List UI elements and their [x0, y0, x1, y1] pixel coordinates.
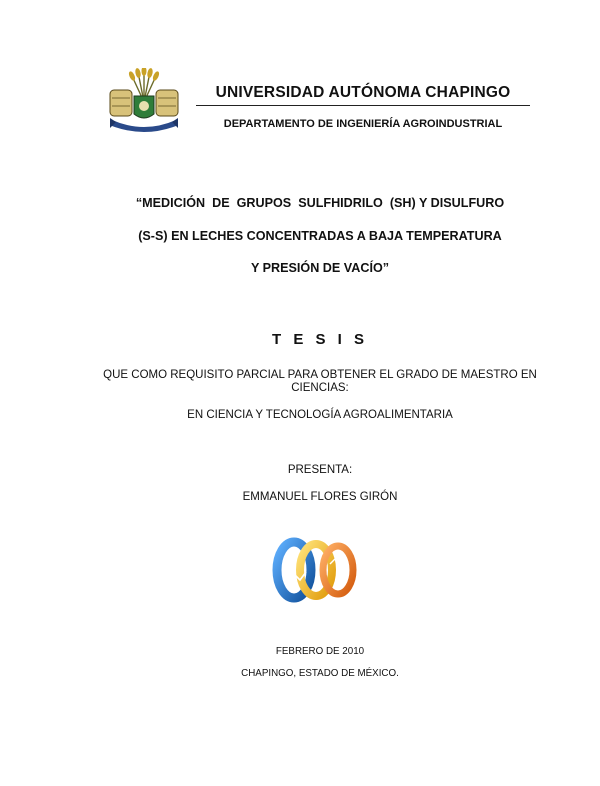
author-name: EMMANUEL FLORES GIRÓN: [242, 491, 398, 503]
thesis-title-line-1: “MEDICIÓN DE GRUPOS SULFHIDRILO (SH) Y DISULFURO: [135, 196, 505, 210]
submission-place: CHAPINGO, ESTADO DE MÉXICO.: [241, 668, 399, 679]
department-name: DEPARTAMENTO DE INGENIERÍA AGROINDUSTRIAL: [223, 118, 503, 130]
university-seal-icon: [106, 68, 182, 134]
submission-date: FEBRERO DE 2010: [275, 646, 365, 657]
presenter-label: PRESENTA:: [287, 464, 353, 476]
degree-requirement: QUE COMO REQUISITO PARCIAL PARA OBTENER EL GRADO DE MAESTRO EN CIENCIAS:: [103, 369, 537, 394]
university-name: UNIVERSIDAD AUTÓNOMA CHAPINGO: [215, 84, 511, 101]
thesis-title-line-3: Y PRESIÓN DE VACÍO”: [250, 261, 390, 275]
header-divider: [196, 105, 530, 106]
degree-field: EN CIENCIA Y TECNOLOGÍA AGROALIMENTARIA: [187, 409, 453, 421]
document-type-heading: T E S I S: [271, 331, 368, 348]
thesis-title-line-2: (S-S) EN LECHES CONCENTRADAS A BAJA TEMPERATURA: [138, 229, 502, 243]
program-rings-logo-icon: [270, 536, 362, 604]
